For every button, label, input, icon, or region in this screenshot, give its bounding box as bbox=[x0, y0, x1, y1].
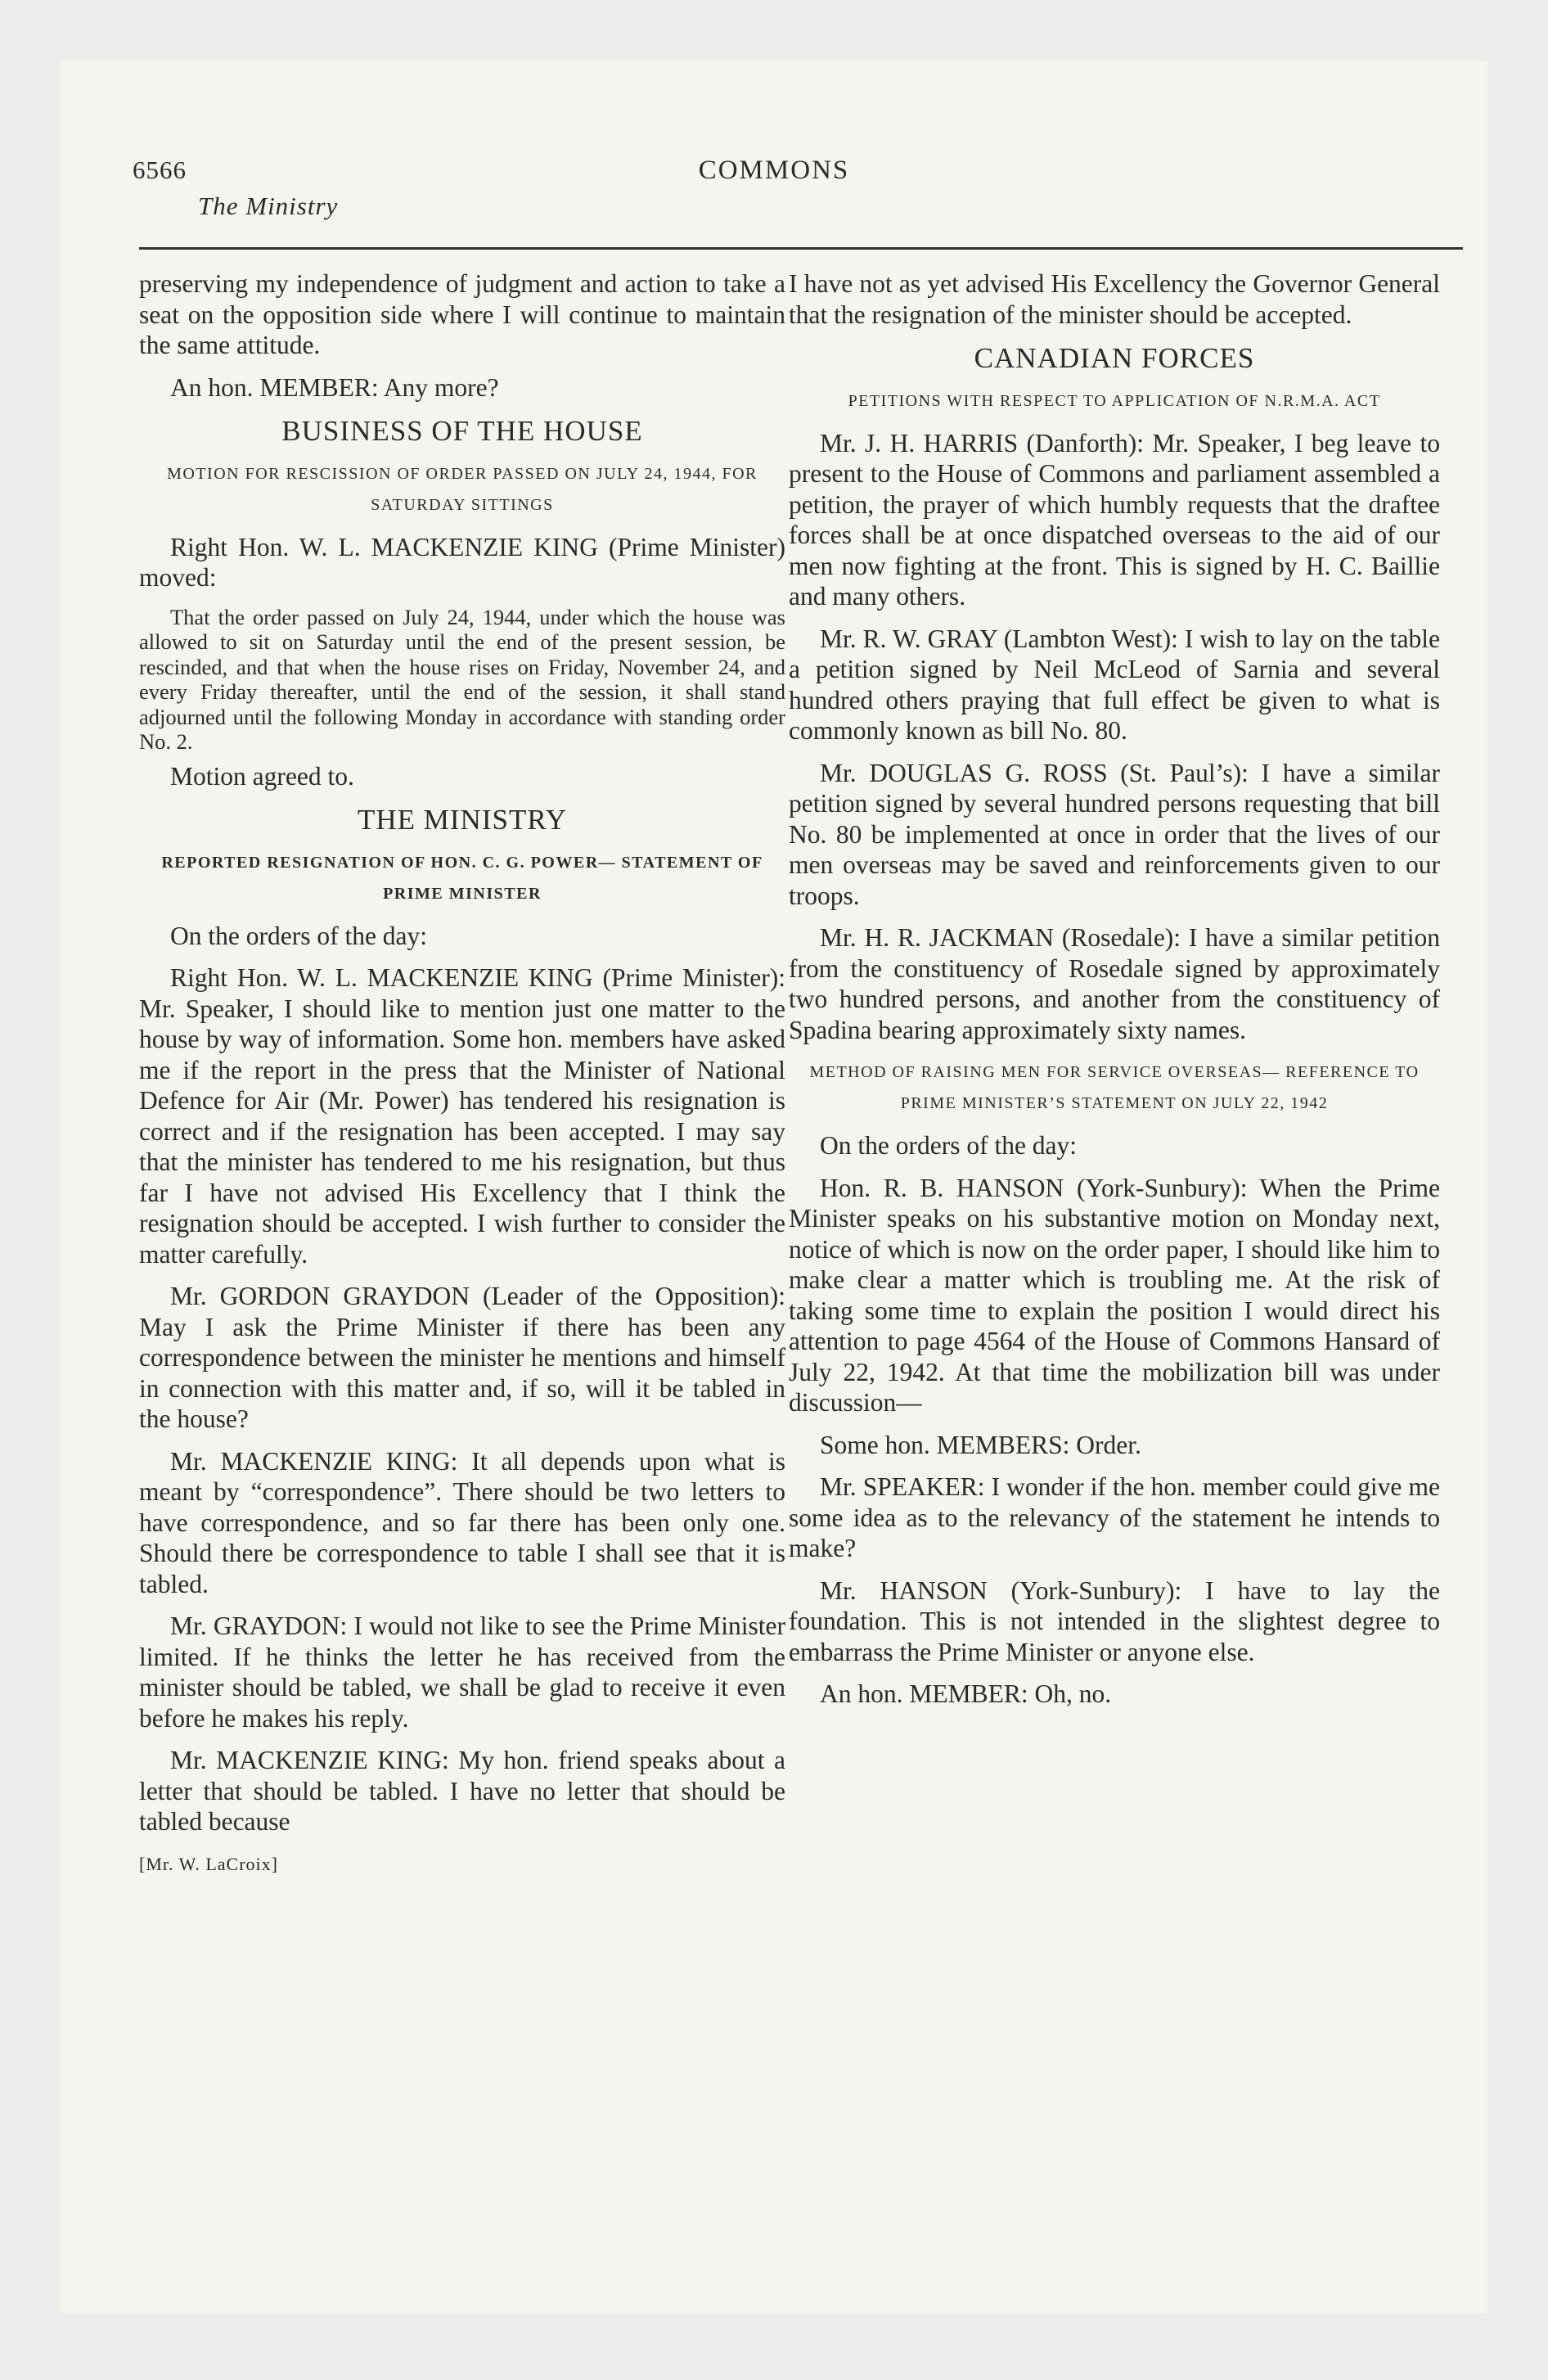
section-subheading: REPORTED RESIGNATION OF HON. C. G. POWER— STATEMENT OF PRIME MINISTER bbox=[161, 853, 763, 903]
reporter-signature: [Mr. W. LaCroix] bbox=[139, 1853, 278, 1874]
right-column bbox=[789, 268, 1440, 1721]
speech-paragraph: Mr. H. R. JACKMAN (Rosedale): I have a similar petition from the constituency of Rosedale signed by approximately two hundred persons, and another from the constituency of Spadina bearing approximately sixty names. bbox=[789, 923, 1440, 1044]
header-rule bbox=[139, 247, 1463, 250]
motion-text: That the order passed on July 24, 1944, under which the house was allowed to sit on Saturday until the end of the present session, be rescinded, and that when the house rises on Friday, November 24, and every Friday thereafter, until the end of the session, it shall stand adjourned until the following Monday in accordance with standing order No. 2. bbox=[139, 604, 785, 754]
house-title: COMMONS bbox=[698, 156, 850, 185]
speech-paragraph: I have not as yet advised His Excellency the Governor General that the resignation of the minister should be accepted. bbox=[789, 269, 1440, 329]
section-heading: CANADIAN FORCES bbox=[974, 342, 1255, 374]
speech-paragraph: preserving my independence of judgment and action to take a seat on the opposition side where I will continue to maintain the same attitude. bbox=[139, 269, 785, 359]
speech-paragraph: Mr. DOUGLAS G. ROSS (St. Paul’s): I have a similar petition signed by several hundred persons requesting that bill No. 80 be implemented at once in order that the lives of our men overseas may be saved and reinforcements given to our troops. bbox=[789, 758, 1440, 910]
page bbox=[61, 61, 1487, 2313]
speech-paragraph: Some hon. MEMBERS: Order. bbox=[820, 1430, 1141, 1459]
speech-paragraph: Mr. MACKENZIE KING: My hon. friend speaks about a letter that should be tabled. I have no letter that should be tabled because bbox=[139, 1746, 785, 1836]
running-title: The Ministry bbox=[198, 192, 339, 220]
speech-paragraph: Right Hon. W. L. MACKENZIE KING (Prime Minister): Mr. Speaker, I should like to mention just one matter to the house by way of information. Some hon. members have asked me if the report in the press that the Minister of National Defence for Air (Mr. Power) has tendered his resignation is correct and if the resignation has been accepted. I may say that the minister has tendered to me his resignation, but thus far I have not advised His Excellency that I think the resignation should be accepted. I wish further to consider the matter carefully. bbox=[139, 963, 785, 1269]
speech-paragraph: Mr. HANSON (York-Sunbury): I have to lay the foundation. This is not intended in the slightest degree to embarrass the Prime Minister or anyone else. bbox=[789, 1575, 1440, 1666]
section-subheading: MOTION FOR RESCISSION OF ORDER PASSED ON JULY 24, 1944, FOR SATURDAY SITTINGS bbox=[167, 464, 758, 514]
speech-paragraph: An hon. MEMBER: Any more? bbox=[170, 372, 499, 402]
speech-paragraph: Mr. SPEAKER: I wonder if the hon. member could give me some idea as to the relevancy of the statement he intends to make? bbox=[789, 1472, 1440, 1562]
page-number: 6566 bbox=[133, 156, 187, 184]
speech-paragraph: Hon. R. B. HANSON (York-Sunbury): When the Prime Minister speaks on his substantive motion on Monday next, notice of which is now on the order paper, I should like him to make clear a matter which is troubling me. At the risk of taking some time to explain the position I would direct his attention to page 4564 of the House of Commons Hansard of July 22, 1942. At that time the mobilization bill was under discussion— bbox=[789, 1173, 1440, 1417]
speech-paragraph: Mr. R. W. GRAY (Lambton West): I wish to lay on the table a petition signed by Neil McLeod of Sarnia and several hundred others praying that full effect be given to what is commonly known as bill No. 80. bbox=[789, 624, 1440, 745]
page-header bbox=[61, 61, 1487, 257]
section-subheading: METHOD OF RAISING MEN FOR SERVICE OVERSEAS— REFERENCE TO PRIME MINISTER’S STATEMENT ON JULY 22, 1942 bbox=[809, 1063, 1420, 1112]
speech-paragraph: On the orders of the day: bbox=[820, 1131, 1078, 1160]
section-heading: BUSINESS OF THE HOUSE bbox=[281, 415, 643, 447]
speech-paragraph: Mr. GRAYDON: I would not like to see the Prime Minister limited. If he thinks the letter he has received from the minister should be tabled, we shall be glad to receive it even before he makes his reply. bbox=[139, 1611, 785, 1733]
section-subheading: PETITIONS WITH RESPECT TO APPLICATION OF N.R.M.A. ACT bbox=[848, 391, 1381, 410]
speech-paragraph: On the orders of the day: bbox=[170, 921, 428, 950]
speech-paragraph: Mr. GORDON GRAYDON (Leader of the Opposition): May I ask the Prime Minister if there has been any correspondence between the minister he mentions and himself in connection with this matter and, if so, will it be tabled in the house? bbox=[139, 1282, 785, 1433]
left-column bbox=[139, 268, 785, 1879]
section-heading: THE MINISTRY bbox=[357, 804, 568, 836]
speech-paragraph: An hon. MEMBER: Oh, no. bbox=[820, 1679, 1112, 1708]
speech-paragraph: Right Hon. W. L. MACKENZIE KING (Prime Minister) moved: bbox=[139, 532, 785, 592]
speech-paragraph: Motion agreed to. bbox=[170, 761, 354, 791]
speech-paragraph: Mr. MACKENZIE KING: It all depends upon what is meant by “correspondence”. There should be two letters to have correspondence, and so far there has been only one. Should there be correspondence to table I shall see that it is tabled. bbox=[139, 1446, 785, 1598]
speech-paragraph: Mr. J. H. HARRIS (Danforth): Mr. Speaker, I beg leave to present to the House of Commons and parliament assembled a petition, the prayer of which humbly requests that the draftee forces shall be at once dispatched overseas to the aid of our men now fighting at the front. This is signed by H. C. Baillie and many others. bbox=[789, 428, 1440, 611]
